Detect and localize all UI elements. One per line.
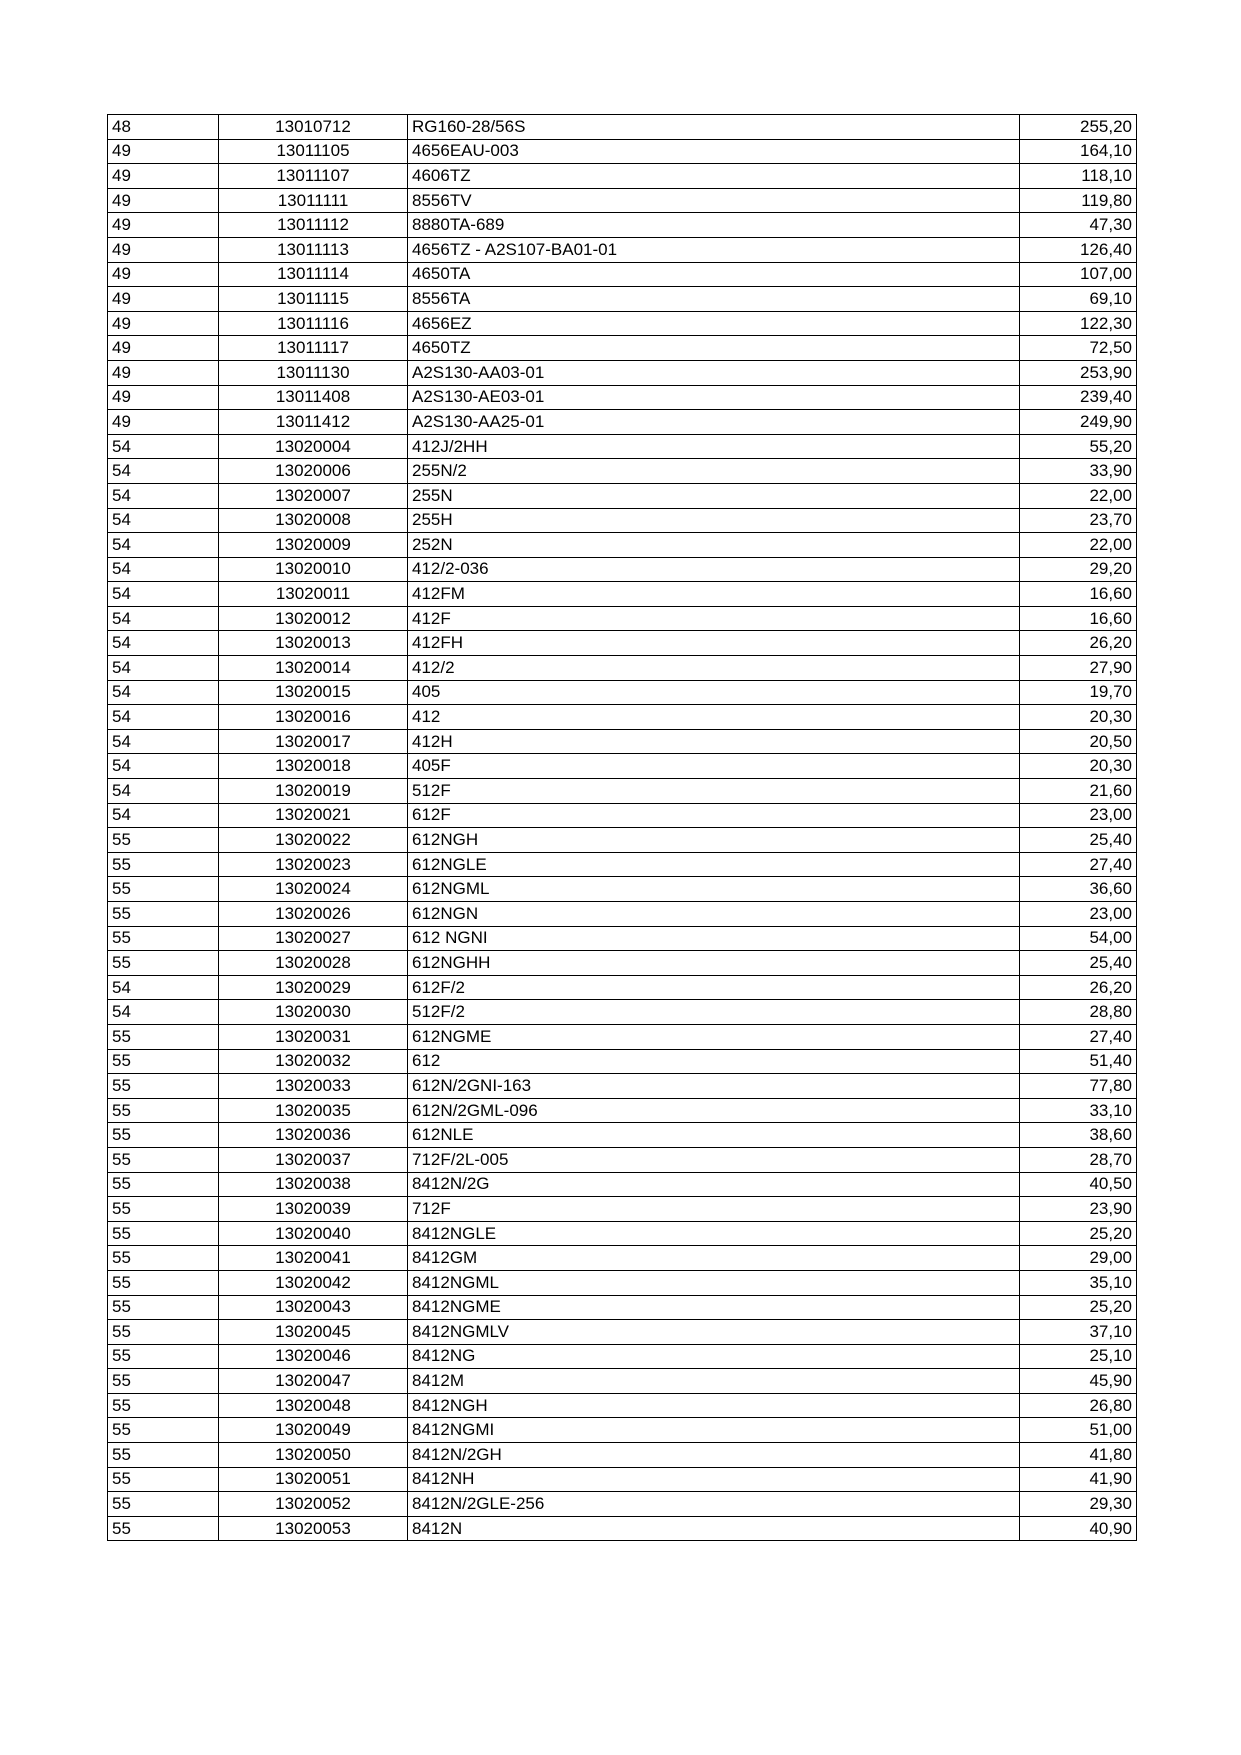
reference-cell: 612NGME <box>408 1024 1020 1049</box>
article-code-cell: 13020019 <box>219 779 408 804</box>
reference-cell: 8412NGMLV <box>408 1320 1020 1345</box>
price-cell: 22,00 <box>1020 533 1137 558</box>
page-number-cell: 55 <box>108 1393 219 1418</box>
price-cell: 29,00 <box>1020 1246 1137 1271</box>
article-code-cell: 13020024 <box>219 877 408 902</box>
page-number-cell: 49 <box>108 237 219 262</box>
price-cell: 20,30 <box>1020 705 1137 730</box>
price-cell: 16,60 <box>1020 606 1137 631</box>
reference-cell: 8412GM <box>408 1246 1020 1271</box>
article-code-cell: 13020006 <box>219 459 408 484</box>
reference-cell: 8556TA <box>408 287 1020 312</box>
page-number-cell: 55 <box>108 1369 219 1394</box>
table-row <box>108 262 1137 287</box>
page-number-cell: 54 <box>108 606 219 631</box>
page-number-cell: 55 <box>108 828 219 853</box>
article-code-cell: 13020052 <box>219 1492 408 1517</box>
table-row <box>108 1246 1137 1271</box>
page-number-cell: 55 <box>108 1221 219 1246</box>
table-row <box>108 1049 1137 1074</box>
article-code-cell: 13020050 <box>219 1443 408 1468</box>
price-cell: 23,00 <box>1020 803 1137 828</box>
reference-cell: 4650TA <box>408 262 1020 287</box>
page-number-cell: 54 <box>108 533 219 558</box>
article-code-cell: 13011113 <box>219 237 408 262</box>
price-cell: 33,90 <box>1020 459 1137 484</box>
page-number-cell: 49 <box>108 336 219 361</box>
article-code-cell: 13020010 <box>219 557 408 582</box>
reference-cell: 4656EAU-003 <box>408 139 1020 164</box>
article-code-cell: 13011115 <box>219 287 408 312</box>
price-cell: 23,90 <box>1020 1197 1137 1222</box>
page-number-cell: 55 <box>108 1467 219 1492</box>
page-number-cell: 54 <box>108 729 219 754</box>
page-number-cell: 54 <box>108 705 219 730</box>
article-code-cell: 13020046 <box>219 1344 408 1369</box>
article-code-cell: 13011105 <box>219 139 408 164</box>
table-row <box>108 582 1137 607</box>
table-row <box>108 656 1137 681</box>
reference-cell: 612N/2GNI-163 <box>408 1074 1020 1099</box>
table-row <box>108 1270 1137 1295</box>
price-cell: 33,10 <box>1020 1098 1137 1123</box>
article-code-cell: 13020051 <box>219 1467 408 1492</box>
page-number-cell: 55 <box>108 1098 219 1123</box>
article-code-cell: 13011130 <box>219 360 408 385</box>
article-code-cell: 13020011 <box>219 582 408 607</box>
price-cell: 164,10 <box>1020 139 1137 164</box>
reference-cell: 412/2-036 <box>408 557 1020 582</box>
page-number-cell: 49 <box>108 213 219 238</box>
reference-cell: 412FH <box>408 631 1020 656</box>
table-row <box>108 1492 1137 1517</box>
article-code-cell: 13011412 <box>219 410 408 435</box>
page-number-cell: 54 <box>108 680 219 705</box>
page-number-cell: 55 <box>108 1516 219 1541</box>
reference-cell: 8412NGML <box>408 1270 1020 1295</box>
article-code-cell: 13020008 <box>219 508 408 533</box>
price-cell: 255,20 <box>1020 115 1137 140</box>
price-cell: 38,60 <box>1020 1123 1137 1148</box>
reference-cell: 255H <box>408 508 1020 533</box>
page-number-cell: 49 <box>108 164 219 189</box>
page-number-cell: 54 <box>108 631 219 656</box>
article-code-cell: 13010712 <box>219 115 408 140</box>
price-cell: 40,50 <box>1020 1172 1137 1197</box>
reference-cell: 255N/2 <box>408 459 1020 484</box>
price-cell: 69,10 <box>1020 287 1137 312</box>
page-number-cell: 55 <box>108 1172 219 1197</box>
table-row <box>108 1344 1137 1369</box>
table-row <box>108 1295 1137 1320</box>
page-number-cell: 54 <box>108 582 219 607</box>
price-cell: 249,90 <box>1020 410 1137 435</box>
table-row <box>108 459 1137 484</box>
page-number-cell: 49 <box>108 311 219 336</box>
page-number-cell: 55 <box>108 877 219 902</box>
reference-cell: 612NLE <box>408 1123 1020 1148</box>
reference-cell: 8412NGMI <box>408 1418 1020 1443</box>
price-cell: 29,30 <box>1020 1492 1137 1517</box>
price-cell: 27,40 <box>1020 1024 1137 1049</box>
reference-cell: 8412N/2G <box>408 1172 1020 1197</box>
table-row <box>108 533 1137 558</box>
reference-cell: 4656EZ <box>408 311 1020 336</box>
reference-cell: 8412NGLE <box>408 1221 1020 1246</box>
page-number-cell: 55 <box>108 852 219 877</box>
article-code-cell: 13011111 <box>219 188 408 213</box>
article-code-cell: 13020015 <box>219 680 408 705</box>
price-cell: 27,40 <box>1020 852 1137 877</box>
article-code-cell: 13011112 <box>219 213 408 238</box>
page-number-cell: 48 <box>108 115 219 140</box>
page-number-cell: 55 <box>108 1344 219 1369</box>
table-row <box>108 902 1137 927</box>
table-row <box>108 336 1137 361</box>
page-number-cell: 54 <box>108 434 219 459</box>
reference-cell: 612NGN <box>408 902 1020 927</box>
table-row <box>108 1123 1137 1148</box>
page-number-cell: 55 <box>108 1197 219 1222</box>
page-number-cell: 54 <box>108 975 219 1000</box>
price-cell: 28,70 <box>1020 1147 1137 1172</box>
reference-cell: 8412NGME <box>408 1295 1020 1320</box>
article-code-cell: 13020018 <box>219 754 408 779</box>
price-cell: 51,40 <box>1020 1049 1137 1074</box>
price-cell: 47,30 <box>1020 213 1137 238</box>
table-row <box>108 1443 1137 1468</box>
table-row <box>108 1320 1137 1345</box>
table-row <box>108 434 1137 459</box>
price-cell: 20,30 <box>1020 754 1137 779</box>
page-number-cell: 55 <box>108 1147 219 1172</box>
page-number-cell: 49 <box>108 385 219 410</box>
page-number-cell: 54 <box>108 557 219 582</box>
article-code-cell: 13020021 <box>219 803 408 828</box>
table-row <box>108 188 1137 213</box>
article-code-cell: 13020028 <box>219 951 408 976</box>
article-code-cell: 13020017 <box>219 729 408 754</box>
reference-cell: 8412N/2GH <box>408 1443 1020 1468</box>
price-cell: 122,30 <box>1020 311 1137 336</box>
reference-cell: 712F <box>408 1197 1020 1222</box>
price-cell: 25,20 <box>1020 1295 1137 1320</box>
price-cell: 36,60 <box>1020 877 1137 902</box>
price-cell: 40,90 <box>1020 1516 1137 1541</box>
page-number-cell: 49 <box>108 139 219 164</box>
reference-cell: 412H <box>408 729 1020 754</box>
table-row <box>108 1147 1137 1172</box>
article-code-cell: 13020009 <box>219 533 408 558</box>
page-number-cell: 55 <box>108 1123 219 1148</box>
article-code-cell: 13020012 <box>219 606 408 631</box>
price-cell: 23,70 <box>1020 508 1137 533</box>
article-code-cell: 13011408 <box>219 385 408 410</box>
article-code-cell: 13020026 <box>219 902 408 927</box>
article-code-cell: 13020016 <box>219 705 408 730</box>
article-code-cell: 13020023 <box>219 852 408 877</box>
reference-cell: 8556TV <box>408 188 1020 213</box>
reference-cell: 8412NGH <box>408 1393 1020 1418</box>
reference-cell: 8412N/2GLE-256 <box>408 1492 1020 1517</box>
page-number-cell: 54 <box>108 508 219 533</box>
table-row <box>108 508 1137 533</box>
reference-cell: 255N <box>408 483 1020 508</box>
table-row <box>108 1467 1137 1492</box>
price-cell: 23,00 <box>1020 902 1137 927</box>
page-number-cell: 49 <box>108 360 219 385</box>
reference-cell: 612 NGNI <box>408 926 1020 951</box>
price-cell: 26,20 <box>1020 631 1137 656</box>
reference-cell: 612F <box>408 803 1020 828</box>
table-row <box>108 213 1137 238</box>
page-number-cell: 49 <box>108 188 219 213</box>
price-list-body <box>108 115 1137 1541</box>
table-row <box>108 139 1137 164</box>
page-number-cell: 49 <box>108 410 219 435</box>
price-cell: 25,20 <box>1020 1221 1137 1246</box>
reference-cell: 612N/2GML-096 <box>408 1098 1020 1123</box>
price-cell: 25,40 <box>1020 951 1137 976</box>
price-cell: 119,80 <box>1020 188 1137 213</box>
price-cell: 25,40 <box>1020 828 1137 853</box>
reference-cell: 405F <box>408 754 1020 779</box>
table-row <box>108 1000 1137 1025</box>
page-number-cell: 54 <box>108 656 219 681</box>
page-number-cell: 55 <box>108 1320 219 1345</box>
price-cell: 35,10 <box>1020 1270 1137 1295</box>
price-cell: 239,40 <box>1020 385 1137 410</box>
article-code-cell: 13020022 <box>219 828 408 853</box>
article-code-cell: 13020039 <box>219 1197 408 1222</box>
table-row <box>108 1393 1137 1418</box>
article-code-cell: 13020031 <box>219 1024 408 1049</box>
price-list-table <box>107 114 1137 1541</box>
article-code-cell: 13020032 <box>219 1049 408 1074</box>
table-row <box>108 1172 1137 1197</box>
article-code-cell: 13020037 <box>219 1147 408 1172</box>
price-cell: 126,40 <box>1020 237 1137 262</box>
table-row <box>108 164 1137 189</box>
table-row <box>108 385 1137 410</box>
table-row <box>108 705 1137 730</box>
price-cell: 54,00 <box>1020 926 1137 951</box>
table-row <box>108 1516 1137 1541</box>
reference-cell: A2S130-AA25-01 <box>408 410 1020 435</box>
price-cell: 45,90 <box>1020 1369 1137 1394</box>
price-cell: 25,10 <box>1020 1344 1137 1369</box>
table-row <box>108 483 1137 508</box>
reference-cell: 512F <box>408 779 1020 804</box>
article-code-cell: 13020048 <box>219 1393 408 1418</box>
price-cell: 26,80 <box>1020 1393 1137 1418</box>
reference-cell: 8412N <box>408 1516 1020 1541</box>
article-code-cell: 13020013 <box>219 631 408 656</box>
reference-cell: 8412M <box>408 1369 1020 1394</box>
reference-cell: 612NGHH <box>408 951 1020 976</box>
table-row <box>108 287 1137 312</box>
page-number-cell: 54 <box>108 754 219 779</box>
article-code-cell: 13020036 <box>219 1123 408 1148</box>
reference-cell: 612NGML <box>408 877 1020 902</box>
article-code-cell: 13020040 <box>219 1221 408 1246</box>
table-row <box>108 1221 1137 1246</box>
reference-cell: 512F/2 <box>408 1000 1020 1025</box>
price-cell: 37,10 <box>1020 1320 1137 1345</box>
reference-cell: 412F <box>408 606 1020 631</box>
price-cell: 22,00 <box>1020 483 1137 508</box>
page-number-cell: 49 <box>108 262 219 287</box>
page-number-cell: 55 <box>108 1295 219 1320</box>
reference-cell: 252N <box>408 533 1020 558</box>
article-code-cell: 13020045 <box>219 1320 408 1345</box>
page-number-cell: 54 <box>108 1000 219 1025</box>
table-row <box>108 1197 1137 1222</box>
article-code-cell: 13020035 <box>219 1098 408 1123</box>
reference-cell: 8412NH <box>408 1467 1020 1492</box>
reference-cell: 412J/2HH <box>408 434 1020 459</box>
page-number-cell: 55 <box>108 1049 219 1074</box>
article-code-cell: 13020007 <box>219 483 408 508</box>
table-row <box>108 1418 1137 1443</box>
table-row <box>108 729 1137 754</box>
price-cell: 51,00 <box>1020 1418 1137 1443</box>
price-cell: 41,90 <box>1020 1467 1137 1492</box>
price-cell: 77,80 <box>1020 1074 1137 1099</box>
reference-cell: 412FM <box>408 582 1020 607</box>
table-row <box>108 1074 1137 1099</box>
table-row <box>108 779 1137 804</box>
table-row <box>108 410 1137 435</box>
table-row <box>108 631 1137 656</box>
article-code-cell: 13020053 <box>219 1516 408 1541</box>
reference-cell: 612F/2 <box>408 975 1020 1000</box>
table-row <box>108 803 1137 828</box>
page-number-cell: 54 <box>108 459 219 484</box>
table-row <box>108 828 1137 853</box>
article-code-cell: 13020042 <box>219 1270 408 1295</box>
page-number-cell: 55 <box>108 1024 219 1049</box>
table-row <box>108 877 1137 902</box>
price-cell: 72,50 <box>1020 336 1137 361</box>
table-row <box>108 311 1137 336</box>
article-code-cell: 13020014 <box>219 656 408 681</box>
price-cell: 20,50 <box>1020 729 1137 754</box>
table-row <box>108 606 1137 631</box>
page-number-cell: 54 <box>108 803 219 828</box>
table-row <box>108 557 1137 582</box>
page-number-cell: 55 <box>108 926 219 951</box>
price-cell: 118,10 <box>1020 164 1137 189</box>
price-cell: 26,20 <box>1020 975 1137 1000</box>
reference-cell: 8412NG <box>408 1344 1020 1369</box>
page-number-cell: 55 <box>108 902 219 927</box>
page-number-cell: 55 <box>108 1246 219 1271</box>
table-row <box>108 754 1137 779</box>
article-code-cell: 13020027 <box>219 926 408 951</box>
price-cell: 27,90 <box>1020 656 1137 681</box>
table-row <box>108 951 1137 976</box>
reference-cell: 612 <box>408 1049 1020 1074</box>
article-code-cell: 13020049 <box>219 1418 408 1443</box>
table-row <box>108 975 1137 1000</box>
table-row <box>108 680 1137 705</box>
reference-cell: 4606TZ <box>408 164 1020 189</box>
article-code-cell: 13020038 <box>219 1172 408 1197</box>
table-row <box>108 1098 1137 1123</box>
page-number-cell: 54 <box>108 779 219 804</box>
table-row <box>108 360 1137 385</box>
reference-cell: 412/2 <box>408 656 1020 681</box>
reference-cell: 412 <box>408 705 1020 730</box>
page-number-cell: 55 <box>108 1418 219 1443</box>
reference-cell: 4656TZ - A2S107-BA01-01 <box>408 237 1020 262</box>
table-row <box>108 852 1137 877</box>
price-cell: 107,00 <box>1020 262 1137 287</box>
article-code-cell: 13011114 <box>219 262 408 287</box>
table-row <box>108 1369 1137 1394</box>
article-code-cell: 13011107 <box>219 164 408 189</box>
article-code-cell: 13020043 <box>219 1295 408 1320</box>
article-code-cell: 13020033 <box>219 1074 408 1099</box>
page-number-cell: 55 <box>108 1074 219 1099</box>
price-cell: 41,80 <box>1020 1443 1137 1468</box>
page-number-cell: 54 <box>108 483 219 508</box>
price-cell: 253,90 <box>1020 360 1137 385</box>
reference-cell: A2S130-AE03-01 <box>408 385 1020 410</box>
article-code-cell: 13011117 <box>219 336 408 361</box>
article-code-cell: 13020047 <box>219 1369 408 1394</box>
price-cell: 55,20 <box>1020 434 1137 459</box>
price-cell: 19,70 <box>1020 680 1137 705</box>
page-number-cell: 55 <box>108 1443 219 1468</box>
price-cell: 29,20 <box>1020 557 1137 582</box>
price-cell: 21,60 <box>1020 779 1137 804</box>
article-code-cell: 13020041 <box>219 1246 408 1271</box>
table-row <box>108 237 1137 262</box>
reference-cell: 712F/2L-005 <box>408 1147 1020 1172</box>
price-cell: 16,60 <box>1020 582 1137 607</box>
reference-cell: 4650TZ <box>408 336 1020 361</box>
reference-cell: 405 <box>408 680 1020 705</box>
page-number-cell: 55 <box>108 1492 219 1517</box>
reference-cell: 612NGH <box>408 828 1020 853</box>
article-code-cell: 13011116 <box>219 311 408 336</box>
table-row <box>108 1024 1137 1049</box>
article-code-cell: 13020004 <box>219 434 408 459</box>
reference-cell: 8880TA-689 <box>408 213 1020 238</box>
article-code-cell: 13020030 <box>219 1000 408 1025</box>
article-code-cell: 13020029 <box>219 975 408 1000</box>
reference-cell: A2S130-AA03-01 <box>408 360 1020 385</box>
table-row <box>108 115 1137 140</box>
page-number-cell: 55 <box>108 1270 219 1295</box>
table-row <box>108 926 1137 951</box>
page-number-cell: 55 <box>108 951 219 976</box>
reference-cell: RG160-28/56S <box>408 115 1020 140</box>
price-cell: 28,80 <box>1020 1000 1137 1025</box>
reference-cell: 612NGLE <box>408 852 1020 877</box>
page-number-cell: 49 <box>108 287 219 312</box>
